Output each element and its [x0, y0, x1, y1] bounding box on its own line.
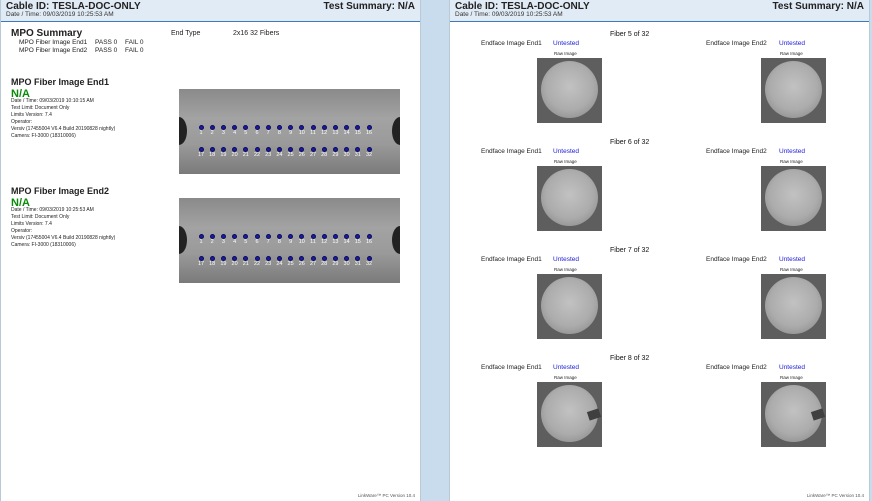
fiber-number: 12 [321, 130, 328, 136]
endface-image-end1 [537, 382, 602, 447]
section-end2-test-limit: Test Limit: Document Only [11, 214, 70, 220]
fiber-number: 13 [332, 239, 339, 245]
end-type-label: End Type [171, 30, 201, 37]
fiber-number: 4 [233, 239, 237, 245]
fiber-number: 19 [220, 152, 227, 158]
section-end2-version: Versiv (17455004 V6.4 Build 20190828 nightly) [11, 235, 116, 241]
mpo-connector-image-end1 [179, 89, 400, 174]
section-end1-operator: Operator: [11, 119, 33, 125]
fiber-number: 17 [197, 261, 205, 267]
section-end2-status: N/A [11, 197, 30, 209]
fiber-number: 3 [221, 239, 225, 245]
fiber-number: 31 [354, 152, 361, 158]
section-end2-limits-version: Limits Version: 7.4 [11, 221, 52, 227]
fiber-number: 9 [289, 130, 293, 136]
endface-end1-label: Endface Image End1 [481, 40, 542, 47]
fiber-number: 29 [332, 152, 339, 158]
fiber-number: 6 [255, 239, 259, 245]
page-footer: LinkWare™ PC Version 10.4 [357, 493, 415, 498]
summary-row-end2-fail: FAIL 0 [125, 47, 144, 54]
fiber-number: 2 [210, 239, 214, 245]
mpo-connector-image-end2 [179, 198, 400, 283]
endface-end2-label: Endface Image End2 [706, 364, 767, 371]
section-end2-date-time: Date / Time: 09/03/2019 10:25:53 AM [11, 207, 94, 213]
raw-image-label: Raw Image [554, 159, 577, 164]
fiber-number: 28 [321, 261, 328, 267]
endface-end2-status: Untested [779, 148, 806, 155]
fiber-number: 18 [209, 152, 216, 158]
fiber-number: 5 [244, 239, 248, 245]
fiber-number: 21 [242, 261, 249, 267]
section-end1-title: MPO Fiber Image End1 [11, 77, 110, 87]
report-page-1 [0, 0, 421, 501]
test-summary: Test Summary: N/A [772, 1, 864, 12]
fiber-number: 10 [298, 239, 305, 245]
fiber-number: 21 [242, 152, 249, 158]
fiber-number: 20 [231, 261, 238, 267]
fiber-number: 18 [209, 261, 216, 267]
endface-image-end1 [537, 166, 602, 231]
connector-right-edge [392, 226, 400, 254]
fiber-number: 22 [253, 152, 261, 158]
fiber-number: 13 [332, 130, 339, 136]
fiber-number: 30 [343, 152, 350, 158]
page-header [1, 0, 420, 22]
endface-end2-status: Untested [779, 256, 806, 263]
raw-image-label: Raw Image [554, 375, 577, 380]
raw-image-label: Raw Image [780, 51, 803, 56]
fiber-number: 16 [365, 239, 373, 245]
fiber-number: 4 [233, 130, 237, 136]
fiber-number: 23 [265, 261, 272, 267]
endface-image-end2 [761, 274, 826, 339]
fiber-title: Fiber 6 of 32 [610, 139, 650, 146]
endface-end1-label: Endface Image End1 [481, 364, 542, 371]
fiber-number: 31 [354, 261, 361, 267]
raw-image-label: Raw Image [780, 375, 803, 380]
raw-image-label: Raw Image [554, 267, 577, 272]
section-end2-camera: Camera: FI-3000 (18310006) [11, 242, 76, 248]
summary-row-end1-name: MPO Fiber Image End1 [19, 39, 88, 46]
page-footer: LinkWare™ PC Version 10.4 [806, 493, 864, 498]
fiber-number: 7 [266, 239, 270, 245]
summary-row-end2-name: MPO Fiber Image End2 [19, 47, 88, 54]
test-summary: Test Summary: N/A [323, 1, 415, 12]
fiber-number: 15 [354, 239, 361, 245]
fiber-number: 27 [309, 152, 317, 158]
section-end1-status: N/A [11, 88, 30, 100]
header-date-time: Date / Time: 09/03/2019 10:25:53 AM [6, 11, 114, 18]
section-end1-date-time: Date / Time: 09/03/2019 10:10:15 AM [11, 98, 94, 104]
fiber-number: 10 [298, 130, 305, 136]
fiber-title: Fiber 5 of 32 [610, 31, 650, 38]
fiber-number: 20 [231, 152, 238, 158]
fiber-number: 22 [253, 261, 261, 267]
endface-end1-label: Endface Image End1 [481, 256, 542, 263]
fiber-number: 14 [343, 130, 350, 136]
fiber-number: 25 [287, 261, 294, 267]
endface-end2-label: Endface Image End2 [706, 40, 767, 47]
mpo-summary-title: MPO Summary [11, 28, 83, 39]
fiber-number: 9 [289, 239, 293, 245]
fiber-number: 15 [354, 130, 361, 136]
fiber-number: 32 [365, 152, 373, 158]
end-type-value: 2x16 32 Fibers [233, 30, 280, 37]
fiber-number: 1 [199, 239, 203, 245]
summary-row-end2-pass: PASS 0 [95, 47, 118, 54]
fiber-number: 8 [277, 130, 281, 136]
cable-id: Cable ID: TESLA-DOC-ONLY [455, 1, 590, 12]
summary-row-end1-pass: PASS 0 [95, 39, 118, 46]
section-end2-title: MPO Fiber Image End2 [11, 186, 110, 196]
section-end1-test-limit: Test Limit: Document Only [11, 105, 70, 111]
header-date-time: Date / Time: 09/03/2019 10:25:53 AM [455, 11, 563, 18]
endface-image-end2 [761, 382, 826, 447]
fiber-number: 3 [221, 130, 225, 136]
endface-image-end2 [761, 166, 826, 231]
connector-left-edge [179, 117, 187, 145]
summary-row-end1-fail: FAIL 0 [125, 39, 144, 46]
endface-end2-status: Untested [779, 40, 806, 47]
fiber-number: 5 [244, 130, 248, 136]
section-end2-operator: Operator: [11, 228, 33, 234]
connector-left-edge [179, 226, 187, 254]
section-end1-limits-version: Limits Version: 7.4 [11, 112, 52, 118]
fiber-number: 24 [276, 261, 283, 267]
endface-image-end1 [537, 58, 602, 123]
raw-image-label: Raw Image [780, 267, 803, 272]
fiber-number: 27 [309, 261, 317, 267]
endface-end2-status: Untested [779, 364, 806, 371]
endface-end1-status: Untested [553, 256, 580, 263]
endface-end2-label: Endface Image End2 [706, 148, 767, 155]
connector-right-edge [392, 117, 400, 145]
fiber-number: 11 [310, 130, 316, 136]
fiber-number: 26 [298, 152, 305, 158]
fiber-number: 29 [332, 261, 339, 267]
fiber-number: 14 [343, 239, 350, 245]
fiber-number: 7 [266, 130, 270, 136]
fiber-number: 28 [321, 152, 328, 158]
fiber-number: 32 [365, 261, 373, 267]
fiber-number: 1 [199, 130, 203, 136]
raw-image-label: Raw Image [780, 159, 803, 164]
fiber-number: 16 [365, 130, 373, 136]
fiber-title: Fiber 7 of 32 [610, 247, 650, 254]
fiber-number: 25 [287, 152, 294, 158]
raw-image-label: Raw Image [554, 51, 577, 56]
section-end1-camera: Camera: FI-3000 (18310006) [11, 133, 76, 139]
section-end1-version: Versiv (17455004 V6.4 Build 20190828 nightly) [11, 126, 116, 132]
fiber-number: 8 [277, 239, 281, 245]
endface-end2-label: Endface Image End2 [706, 256, 767, 263]
fiber-number: 6 [255, 130, 259, 136]
fiber-number: 26 [298, 261, 305, 267]
endface-image-end1 [537, 274, 602, 339]
cable-id: Cable ID: TESLA-DOC-ONLY [6, 1, 141, 12]
endface-end1-status: Untested [553, 148, 580, 155]
fiber-number: 11 [310, 239, 316, 245]
fiber-number: 30 [343, 261, 350, 267]
page-header [450, 0, 869, 22]
fiber-number: 2 [210, 130, 214, 136]
endface-end1-status: Untested [553, 364, 580, 371]
fiber-number: 19 [220, 261, 227, 267]
fiber-number: 23 [265, 152, 272, 158]
report-page-2 [449, 0, 870, 501]
endface-image-end2 [761, 58, 826, 123]
fiber-number: 12 [321, 239, 328, 245]
fiber-number: 17 [197, 152, 205, 158]
fiber-title: Fiber 8 of 32 [610, 355, 650, 362]
endface-end1-label: Endface Image End1 [481, 148, 542, 155]
endface-end1-status: Untested [553, 40, 580, 47]
fiber-number: 24 [276, 152, 283, 158]
